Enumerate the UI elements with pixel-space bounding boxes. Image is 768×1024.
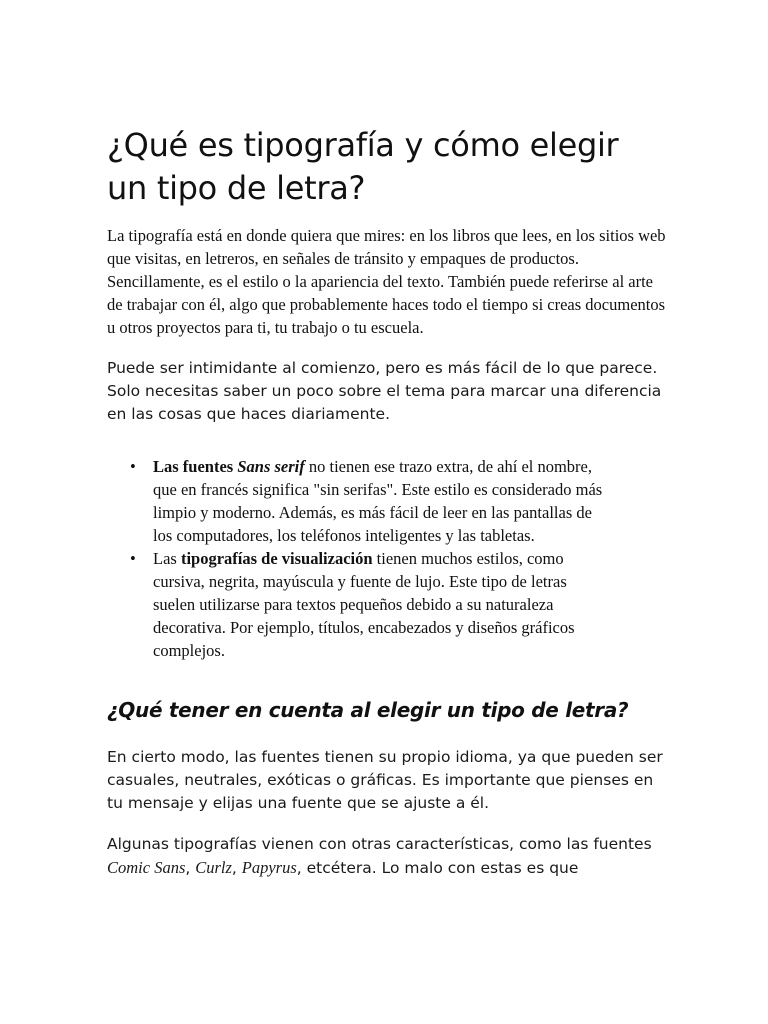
list-item-sans-serif: [130, 455, 608, 547]
second-paragraph: Puede ser intimidante al comienzo, pero es más fácil de lo que parece. Solo necesitas saber un poco sobre el tema para marcar una diferencia en las cosas que haces diariamente.: [107, 359, 662, 423]
sans-serif-term: Sans serif: [237, 457, 305, 476]
bullet-marker: •: [130, 549, 136, 568]
display-fonts-term: tipografías de visualización: [180, 549, 373, 568]
list-item-display-fonts: [130, 547, 608, 662]
list-item-prefix: Las: [153, 549, 181, 568]
paragraph-text: Algunas tipografías vienen con otras características, como las fuentes: [107, 835, 652, 853]
article: [107, 124, 667, 880]
font-types-list: [130, 455, 667, 662]
font-example-curlz: Curlz: [195, 858, 232, 877]
page-title: ¿Qué es tipografía y cómo elegir un tipo de letra?: [107, 126, 619, 207]
font-example-comic-sans: Comic Sans: [107, 858, 186, 877]
separator: ,: [231, 859, 242, 877]
bold-prefix: Las fuentes: [153, 457, 238, 476]
list-item-text: tienen muchos estilos, como cursiva, negrita, mayúscula y fuente de lujo. Este tipo de letras suelen utilizarse para textos pequeños debido a su naturaleza decorativa. Por ejemplo, títulos, encabezados y diseños gráficos complejos.: [153, 549, 575, 660]
font-example-papyrus: Papyrus: [241, 858, 297, 877]
list-item-text: no tienen ese trazo extra, de ahí el nombre, que en francés significa "sin serifas". Este estilo es considerado más limpio y moderno. Además, es más fácil de leer en las pantallas de los computadores, los teléfonos inteligentes y las tabletas.: [153, 457, 603, 545]
intro-paragraph: La tipografía está en donde quiera que mires: en los libros que lees, en los sitios web que visitas, en letreros, en señales de tránsito y empaques de productos. Sencillamente, es el estilo o la apariencia del texto. También puede referirse al arte de trabajar con él, algo que probablemente haces todo el tiempo si creas documentos u otros proyectos para ti, tu trabajo o tu escuela.: [107, 226, 666, 337]
section-heading: ¿Qué tener en cuenta al elegir un tipo de letra?: [107, 698, 629, 722]
fourth-paragraph: [107, 833, 667, 880]
paragraph-text-end: , etcétera. Lo malo con estas es que: [296, 859, 579, 877]
separator: ,: [185, 859, 196, 877]
third-paragraph: En cierto modo, las fuentes tienen su propio idioma, ya que pueden ser casuales, neutrales, exóticas o gráficas. Es importante que pienses en tu mensaje y elijas una fuente que se ajuste a él.: [107, 748, 663, 812]
bullet-marker: •: [130, 457, 136, 476]
